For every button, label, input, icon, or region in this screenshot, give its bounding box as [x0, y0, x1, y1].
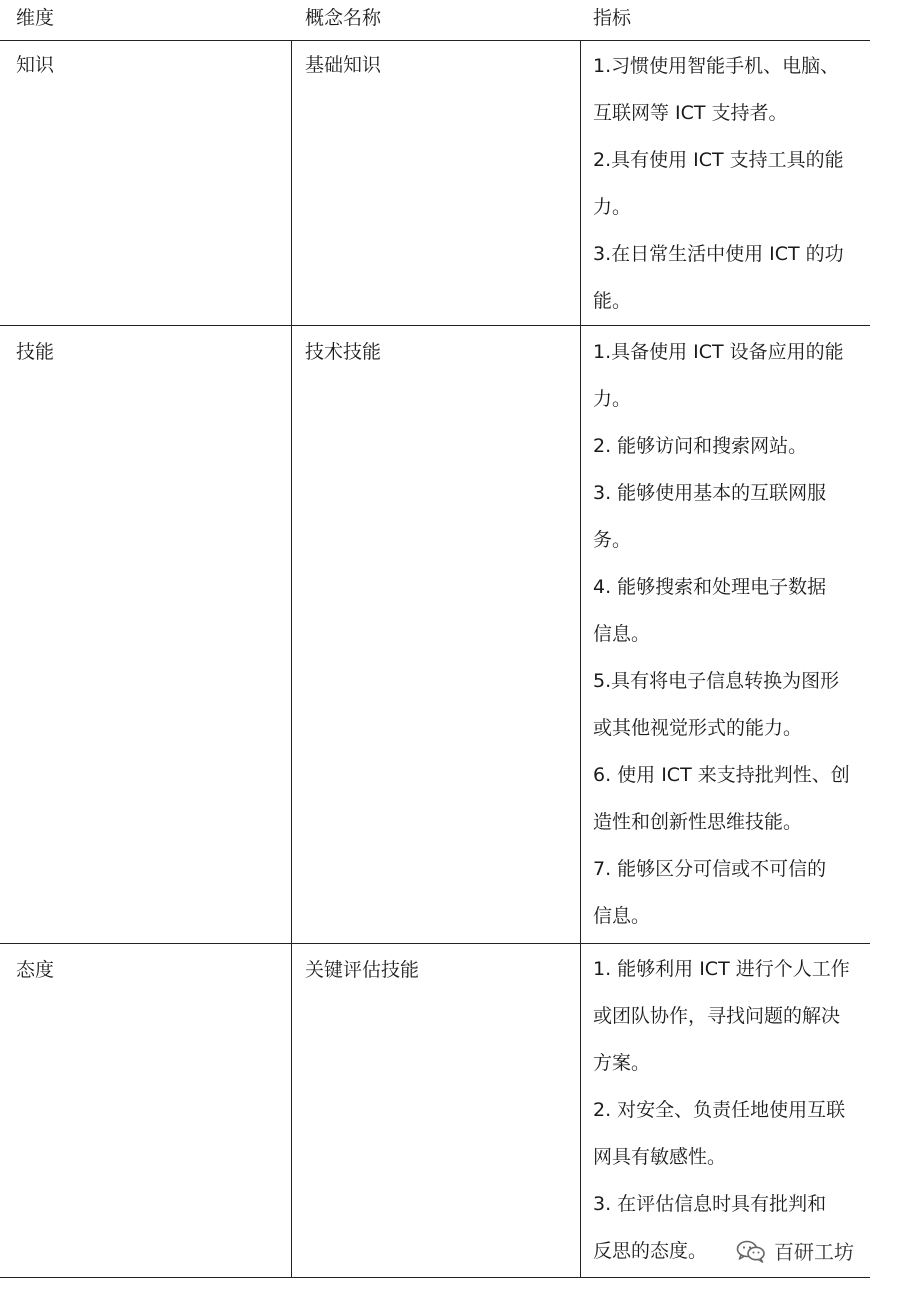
indicator-line: 或其他视觉形式的能力。	[593, 717, 803, 739]
row-divider-1	[0, 325, 870, 326]
indicator-line: 或团队协作，寻找问题的解决	[593, 1005, 841, 1027]
header-indicator: 指标	[593, 7, 632, 29]
watermark-text: 百研工坊	[774, 1240, 854, 1264]
indicator-line: 7. 能够区分可信或不可信的	[593, 858, 827, 880]
row-divider-2	[0, 943, 870, 944]
indicator-line: 网具有敏感性。	[593, 1146, 727, 1168]
row-2-indicators	[593, 329, 865, 940]
row-1-indicators	[593, 43, 865, 325]
indicator-line: 造性和创新性思维技能。	[593, 811, 803, 833]
indicator-line: 2.具有使用 ICT 支持工具的能	[593, 149, 844, 171]
indicator-line: 2. 能够访问和搜索网站。	[593, 435, 808, 457]
indicator-line: 信息。	[593, 905, 651, 927]
indicator-line: 务。	[593, 529, 632, 551]
indicator-line: 方案。	[593, 1052, 651, 1074]
header-bottom-rule	[0, 40, 870, 41]
row-3-dimension: 态度	[16, 959, 55, 981]
indicator-line: 1.具备使用 ICT 设备应用的能	[593, 341, 844, 363]
table-bottom-rule	[0, 1277, 870, 1278]
indicator-line: 互联网等 ICT 支持者。	[593, 102, 788, 124]
row-2-dimension: 技能	[16, 341, 55, 363]
column-divider-1	[291, 40, 292, 1278]
row-1-dimension: 知识	[16, 54, 55, 76]
indicator-line: 4. 能够搜索和处理电子数据	[593, 576, 827, 598]
indicator-line: 2. 对安全、负责任地使用互联	[593, 1099, 846, 1121]
indicator-line: 3. 在评估信息时具有批判和	[593, 1193, 827, 1215]
indicator-line: 6. 使用 ICT 来支持批判性、创	[593, 764, 850, 786]
indicator-line: 反思的态度。	[593, 1240, 708, 1262]
row-2-concept: 技术技能	[305, 341, 382, 363]
header-concept: 概念名称	[305, 7, 382, 29]
watermark	[736, 1236, 854, 1265]
indicator-line: 信息。	[593, 623, 651, 645]
indicator-line: 5.具有将电子信息转换为图形	[593, 670, 840, 692]
row-3-indicators	[593, 946, 865, 1275]
row-3-concept: 关键评估技能	[305, 959, 420, 981]
wechat-icon	[736, 1239, 766, 1263]
indicator-line: 力。	[593, 388, 632, 410]
column-divider-2	[580, 40, 581, 1278]
indicator-line: 能。	[593, 290, 632, 312]
header-dimension: 维度	[16, 7, 55, 29]
indicator-line: 1. 能够利用 ICT 进行个人工作	[593, 958, 850, 980]
indicator-line: 力。	[593, 196, 632, 218]
row-1-concept: 基础知识	[305, 54, 382, 76]
indicator-line: 1.习惯使用智能手机、电脑、	[593, 55, 840, 77]
indicator-line: 3. 能够使用基本的互联网服	[593, 482, 827, 504]
indicator-line: 3.在日常生活中使用 ICT 的功	[593, 243, 844, 265]
